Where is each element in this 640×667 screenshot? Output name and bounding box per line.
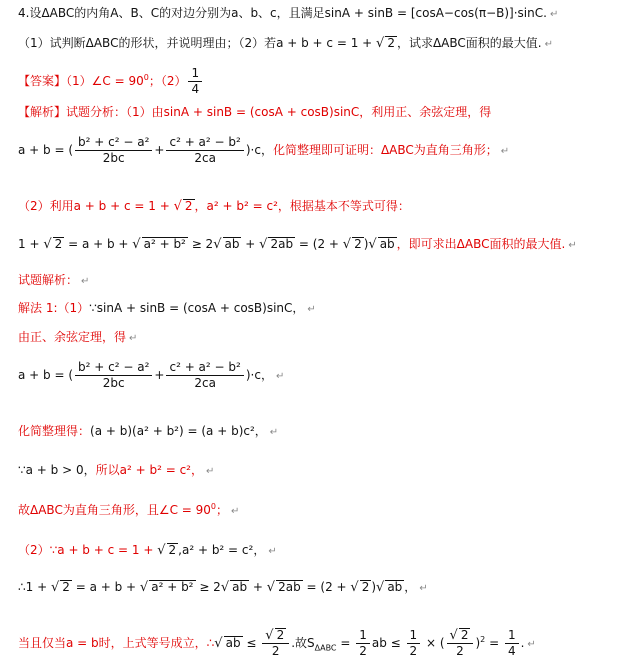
fraction-denominator: 2bc [102,151,125,165]
sqrt-icon: √ [259,237,268,252]
return-mark-icon: ↵ [268,546,277,557]
radicand: ab [379,237,395,251]
final-text: 当且仅当a = b时，上式等号成立，∴ [18,636,215,650]
final-text: . [520,636,525,650]
analysis-label: 【解析】 [18,105,67,119]
area-subscript: ΔABC [314,643,337,653]
question-text: （1）试判断ΔABC的形状，并说明理由；（2）若a + b + c = 1 + [18,36,377,50]
chain-text: = a + b + [71,580,140,594]
final-text: .故S [291,636,315,650]
part2-text-tail: ,a² + b² = c²， [178,543,266,557]
final-line [18,628,536,659]
radicand: 2ab [270,237,294,251]
radicand: 2 [54,237,63,251]
right-triangle-line [18,501,239,521]
fraction-numerator: c² + a² − b² [166,360,243,376]
fraction-numerator [262,628,289,644]
sqrt-icon: √ [376,580,385,595]
equation-lead: a + b = ( [18,368,74,382]
simplify-equation: (a + b)(a² + b²) = (a + b)c²， [90,424,267,438]
sqrt-icon: √ [350,580,359,595]
analysis-text: （2）利用a + b + c = 1 + [18,199,174,213]
chain-text: ≥ 2 [195,580,221,594]
fraction-numerator: 1 [356,628,370,644]
answer-part2: ；（2） [148,74,187,88]
fraction-denominator: 2 [456,644,464,658]
answer-label: 【答案】 [18,74,67,88]
problem-questions [18,34,553,54]
return-mark-icon: ↵ [549,9,559,20]
sqrt-icon: √ [139,580,149,595]
return-mark-icon: ↵ [129,333,138,344]
degree-sup: 0 [143,73,149,82]
analysis-conclusion: 化简整理即可证明：ΔABC为直角三角形； [272,143,498,157]
radicand: ab [387,580,403,594]
radicand: a² + b² [143,237,186,251]
chain-text: ) [371,580,377,594]
solution-heading-text: 试题解析： [18,273,79,287]
sqrt-icon: √ [368,237,377,252]
plus-sign: + [154,143,165,157]
right-triangle-text: 故ΔABC为直角三角形，且∠C = 90 [18,503,211,517]
simplify-label: 化简整理得： [18,424,91,438]
square-sup: 2 [480,635,486,644]
return-mark-icon: ↵ [275,371,285,382]
sqrt-icon: √ [157,543,166,558]
return-mark-icon: ↵ [269,427,279,438]
ineq-text: + [241,237,260,251]
return-mark-icon: ↵ [544,39,553,50]
return-mark-icon: ↵ [81,276,90,287]
radicand: 2 [354,237,362,251]
method1-line [18,299,316,319]
fraction-numerator: 1 [505,628,519,644]
sqrt-icon: √ [43,237,52,252]
analysis-line1 [18,103,491,121]
fraction-2 [166,360,243,391]
radicand: 2ab [278,580,301,594]
fraction-numerator: 1 [188,66,202,82]
fraction-numerator: b² + c² − a² [75,360,152,376]
simplify-line [18,422,278,442]
sqrt-icon: √ [50,580,60,595]
fraction-quarter [505,628,519,659]
sqrt-icon: √ [449,628,458,643]
plus-sign: + [154,368,165,382]
fraction-denominator: 2ca [194,376,216,390]
chain-text: = (2 + [302,580,351,594]
return-mark-icon: ↵ [527,639,536,650]
sqrt-icon: √ [266,580,276,595]
analysis-text-tail: ，a² + b² = c²，根据基本不等式可得： [194,199,410,213]
sqrt-icon: √ [213,237,222,252]
ineq-conclusion: ，即可求出ΔABC面积的最大值. [396,237,566,251]
radicand: 2 [184,199,193,213]
sqrt-icon: √ [214,636,223,651]
fraction-numerator: b² + c² − a² [75,135,152,151]
analysis-text: 试题分析：（1）由sinA + sinB = (cosA + cosB)sinC，利用正、余弦定理，得 [66,105,492,119]
fraction-denominator: 2 [271,644,280,658]
radicand: 2 [276,628,285,642]
ineq-text: 1 + [18,237,44,251]
radicand: 2 [62,580,70,594]
return-mark-icon: ↵ [307,304,316,315]
ineq-text: = a + b + [64,237,133,251]
ineq-text: ≥ 2 [187,237,214,251]
solution-equation [18,360,284,391]
problem-statement [18,4,558,24]
theorem-line [18,328,137,348]
radicand: ab [224,237,240,251]
radicand: 2 [168,543,177,557]
final-text: ≤ [242,636,261,650]
radicand: 2 [387,36,395,50]
fraction-numerator: 1 [407,628,421,644]
part2-text: （2）∵a + b + c = 1 + [18,543,158,557]
fraction-half [356,628,370,659]
fraction-numerator [447,628,474,644]
analysis-equation [18,135,509,166]
right-triangle-end: ； [216,503,229,517]
return-mark-icon: ↵ [419,583,428,594]
equation-tail: )·c， [245,143,273,157]
method1-label: 解法 1:（1） [18,301,90,315]
final-text: ) [475,636,481,650]
return-mark-icon: ↵ [231,506,240,517]
chain-text: ∴1 + [18,580,51,594]
problem-text: 4.设ΔABC的内角A、B、C的对边分别为a、b、c，且满足sinA + sinB = [cosA−cos(π−B)]·sinC. [18,6,547,20]
positive-line [18,461,214,481]
radicand: 2 [361,580,370,594]
fraction-sqrt2-over-2-b [447,628,474,659]
sqrt-icon: √ [342,237,352,252]
return-mark-icon: ↵ [500,146,510,157]
final-text: = [336,636,355,650]
fraction-denominator: 2ca [194,151,216,165]
analysis-line3 [18,197,410,216]
sqrt-icon: √ [132,237,141,252]
fraction-1 [75,135,152,166]
return-mark-icon: ↵ [568,240,577,251]
final-text: ab ≤ [371,636,405,650]
solution-heading [18,271,89,291]
degree-sup: 0 [210,502,217,511]
chain-text: + [249,580,267,594]
fraction-denominator: 4 [507,644,516,658]
ineq-text: = (2 + [295,237,343,251]
fraction-denominator: 4 [191,82,200,96]
theorem-text: 由正、余弦定理，得 [18,330,127,344]
fraction-numerator: c² + a² − b² [166,135,243,151]
part2-chain [18,578,428,598]
sqrt-icon: √ [265,628,274,643]
positive-conclusion: 所以a² + b² = c²， [95,463,203,477]
chain-text: ， [404,580,417,594]
positive-text: ∵a + b > 0， [18,463,96,477]
return-mark-icon: ↵ [205,466,215,477]
equation-lead: a + b = ( [18,143,74,157]
sqrt-icon: √ [376,36,385,51]
radicand: 2 [460,628,469,642]
fraction-denominator: 2bc [102,376,125,390]
final-text: × ( [422,636,445,650]
fraction-2 [166,135,243,166]
answer-part1: （1）∠C = 90 [66,74,144,88]
fraction-denominator: 2 [409,644,418,658]
equation-tail: )·c， [245,368,273,382]
answer-fraction [188,66,202,97]
fraction-half-2 [407,628,421,659]
part2-line [18,541,277,561]
radicand: ab [232,580,248,594]
radicand: a² + b² [151,580,194,594]
radicand: ab [225,636,241,650]
fraction-denominator: 2 [359,644,367,658]
sqrt-icon: √ [220,580,230,595]
fraction-1 [75,360,152,391]
method1-text: ∵sinA + sinB = (cosA + cosB)sinC， [89,301,305,315]
final-text: = [485,636,503,650]
sqrt-icon: √ [173,199,182,214]
analysis-inequality [18,235,577,255]
question-text-tail: ，试求ΔABC面积的最大值. [396,36,542,50]
answer-line [18,66,204,97]
fraction-sqrt2-over-2 [262,628,289,659]
ineq-text: ) [363,237,369,251]
